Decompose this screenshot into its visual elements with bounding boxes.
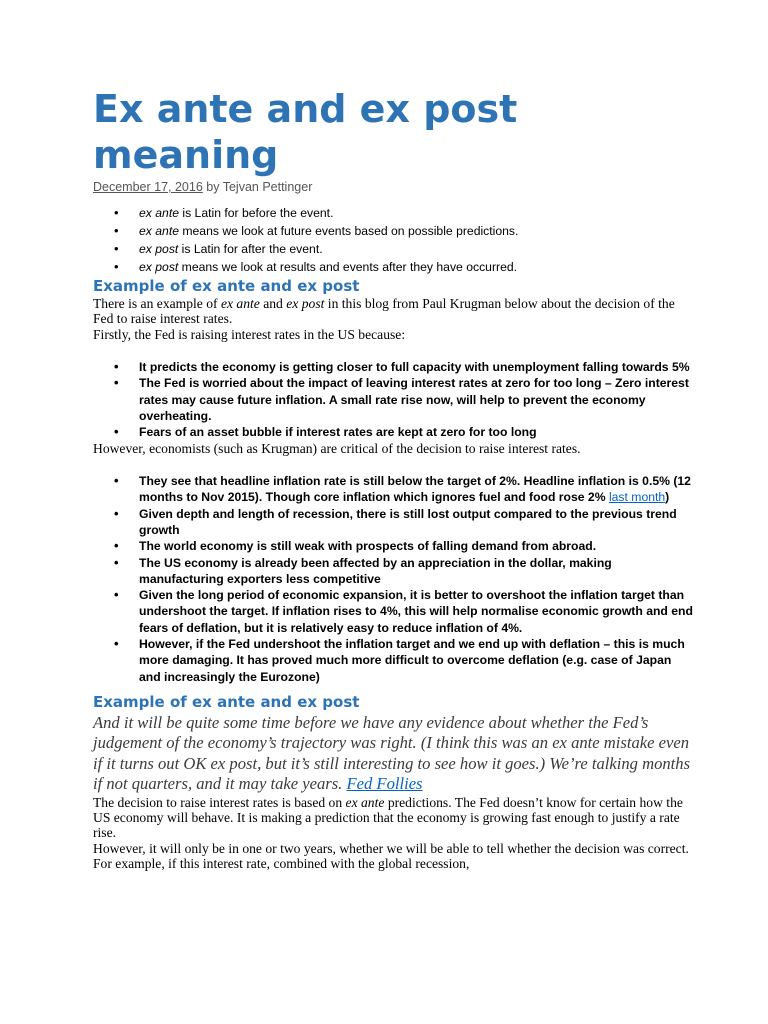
term: ex post [286,295,325,311]
list-item: • Given depth and length of recession, there is still lost output compared to the previous trend growth [139,506,693,539]
term: ex ante [139,223,179,238]
term: ex post [139,259,179,274]
definition-list [93,205,693,277]
term: ex ante [220,295,260,311]
byline [93,180,693,194]
definition-text: is Latin for after the event. [178,241,323,256]
list-item [139,223,693,241]
page-title: Ex ante and ex post meaning [93,87,518,177]
reasons-list [93,359,693,440]
section-heading: Example of ex ante and ex post [93,276,360,295]
list-item: • The Fed is worried about the impact of leaving interest rates at zero for too long – Zero interest rates may cause future inflation. A small rate rise now, will help to prevent the economy overheating. [139,375,693,424]
list-item: • The world economy is still weak with prospects of falling demand from abroad. [139,538,693,554]
critics-list [93,473,693,685]
definition-text: means we look at results and events after they have occurred. [178,259,518,274]
article [93,86,693,872]
list-item: • It predicts the economy is getting closer to full capacity with unemployment falling towards 5% [139,359,693,375]
fed-follies-link[interactable]: Fed Follies [346,774,423,794]
definition-text: means we look at future events based on possible predictions. [178,223,519,238]
however-paragraph: However, economists (such as Krugman) are critical of the decision to raise interest rates. [93,440,581,456]
term: ex post [139,241,179,256]
list-item [139,205,693,223]
byline-by: by [202,180,223,194]
intro-paragraph: There is an example of ex ante and ex post in this blog from Paul Krugman below about the decision of the Fed to raise interest rates. [93,295,675,327]
definition-text: is Latin for before the event. [178,206,334,220]
list-item: • Given the long period of economic expansion, it is better to overshoot the inflation target than undershoot the target. If inflation rises to 4%, this will help normalise economic growth and end fears of deflation, but it is relatively easy to reduce inflation of 4%. [139,587,693,636]
list-item [139,259,693,277]
decision-paragraph: The decision to raise interest rates is based on ex ante predictions. The Fed doesn’t know for certain how the US economy will behave. It is making a prediction that the economy is growing fast enough to justify a rate rise. [93,794,683,841]
krugman-quote: And it will be quite some time before we have any evidence about whether the Fed’s judgement of the economy’s trajectory was right. (I think this was an ex ante mistake even if it turns out OK ex post, but it’s still interesting to see how it goes.) We’re talking months if not quarters, and it may take years. Fed Follies [93,712,691,794]
list-item: • Fears of an asset bubble if interest rates are kept at zero for too long [139,424,693,440]
author-name: Tejvan Pettinger [222,180,313,194]
term: ex ante [345,794,385,810]
list-item: • They see that headline inflation rate is still below the target of 2%. Headline inflation is 0.5% (12 months to Nov 2015). Though core inflation which ignores fuel and food rose 2% last month) [139,473,693,506]
however-paragraph-2: However, it will only be in one or two years, whether we will be able to tell whether the decision was correct. For example, if this interest rate, combined with the global recession, [93,840,689,872]
list-item [139,241,693,259]
last-month-link[interactable]: last month [608,490,666,505]
section-heading: Example of ex ante and ex post [93,692,360,711]
list-item: • The US economy is already been affected by an appreciation in the dollar, making manufacturing exporters less competitive [139,555,693,588]
post-date-link[interactable]: December 17, 2016 [93,180,203,194]
firstly-paragraph: Firstly, the Fed is raising interest rates in the US because: [93,326,406,342]
list-item: • However, if the Fed undershoot the inflation target and we end up with deflation – this is much more damaging. It has proved much more difficult to overcome deflation (e.g. case of Japan and increasingly the Eurozone) [139,636,693,685]
term: ex ante [139,206,179,220]
